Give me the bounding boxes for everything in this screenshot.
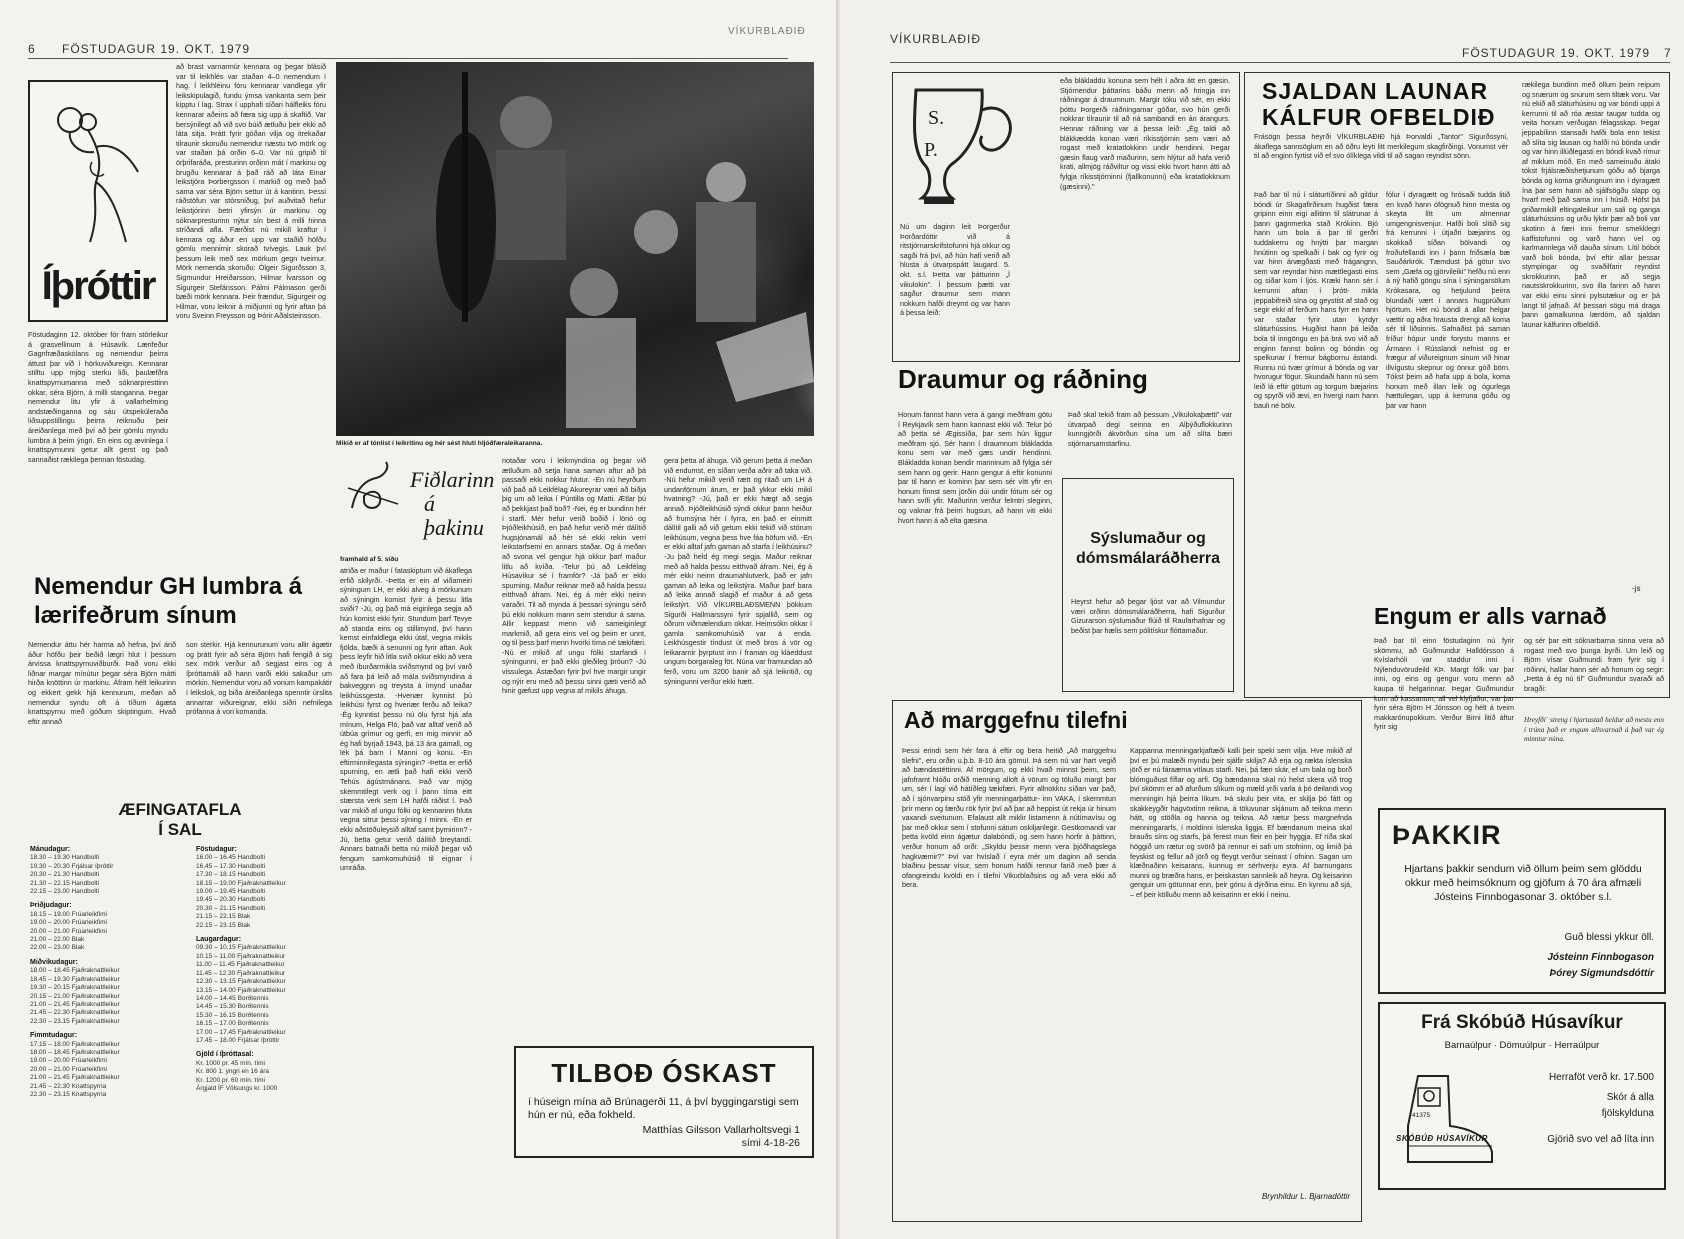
schedule-row: 21.15 – 22.15 Blak (196, 913, 251, 921)
skobud-title: Frá Skóbúð Húsavíkur (1421, 1012, 1623, 1033)
engum-headline: Engum er alls varnað (1374, 603, 1607, 629)
schedule-row: 18.15 – 19.00 Fjaðraknattleikur (196, 879, 286, 887)
draumur-col1-top: Nú um daginn leit Þorgerður Þorðardóttir við á ritstjórnarskrifstofunni hjá okkur og sagði frá því, að hún hafi verið að hlusta á útvarpspátt laugard. 5. okt. s.l. Þetta var þátturinn „Í vikulokin". Í þessum þætti var sagður draumur sem mann nokkurn hafði dreymt og var hann á þessa leið: (900, 222, 1010, 318)
schedule-row: 11.45 – 12.30 Fjaðraknattleikur (196, 969, 286, 977)
schedule-row: 18.15 – 19.00 Frúarleikfimi (30, 910, 107, 918)
schedule-row: 17.30 – 18.15 Handbolti (196, 871, 266, 879)
engum-column-1: Það bar til einn föstudaginn nú fyrir skömmu, að Guðmundur Halldórsson á Kvíslarhóli var staddur inni í Nýlenduvörudeild KÞ. Margt fólk var þar inni, og eins og gengur voru menn að kaupa til helgarinnar. Þegar Guðmundur kom að kassanum, all vel klyfjaður, var þar fyrir séra Björn H Jónsson og hélt á tveim makkarónupokkum. Verður Birni litið áftur fyrir sig (1374, 636, 1514, 732)
skobud-line1: Barnaúlpur · Dömuúlpur · Herraúlpur (1444, 1040, 1600, 1051)
schedule-row: 22.30 – 23.15 Knattspyrna (30, 1090, 107, 1098)
sports-headline: Nemendur GH lumbra á lærifeðrum sínum (34, 573, 303, 629)
fidla-title-line1: Fiðlarinn (410, 467, 495, 492)
schedule-row: 09.30 – 10.15 Fjaðraknattleikur (196, 944, 286, 952)
thakkir-signer-1: Jósteinn Finnbogason (1547, 952, 1654, 963)
schedule-title-line1: ÆFINGATAFLA (118, 800, 242, 819)
schedule-title-line2: Í SAL (158, 820, 202, 839)
sports-intro: Föstudaginn 12. október fór fram stórleikur á grasvellinum á Húsavík. Lærifeður Gagnfræðaskólans og nemendur þeirra áttust þar við í hörkuviðureign. Kennarar stilltu upp mjög sterku liði, þaulæfðra knattspyrnumanna með sóknarpresttinn okkar, séra Björn, á milli stanganna. Þegar nemendur litu yfir á vallarhelming andstæðinganna og sáu útspekúleraða liðsuppstillingu þeirra reiknuðu þeir áreiðanlega með því að þeir gömlu myndu lumbra á þeim ýngri. En eins og ævinlega í knattspyrnunni getur allt gerst og það sannaðist rækilega þennan föstudag. (28, 330, 168, 464)
sjaldan-column-3: rækilega bundinn með öllum þeim reipum og snærum og snurum sem tiltæk voru. Var nú ekið að sláturhúsinu og var bóndi uppi á kerrunni til að róa æstar taugar tudda og veita honum verðugan félagsskap. Þegar jeppabílinn stansaði hafði bola enn tekist að slíta sig lausan og hafði nú bónda undir og var hinn illúðlegasti en bóndi kvað rímur af miklum móð. En með sameinuðu átaki tókst frjálsræðishetjunum góðu að bjarga bónda og koma griðungnum inn í dyragætt ína þar sem hann að sjálfsögðu slapp og hvarf með það sama inn í húsið. Hófst þá griðarmikill eltingaleikur um sali og ganga sláturhússins og urðu lýktir þær að boli var skotinn á færi inni fremur smekklegri kaffistofunni og varð hann vel og karlmannlega við dauða sínum. Lítil bóbót varð boli bónda, því eftir allar þessar stympingar og svaðilfarir reyndist skrokkurinn, það er að segja nautsskrokkurinn, svo illa farinn að hann var ekki einu sinni pylsutækur og er þá langt til jafnað. Af þessari sögu má draga þann gamalkunna lærdóm, að sjaldan launar kálfurinn ofbeldið. (1522, 80, 1660, 329)
schedule-row: 19.30 – 20.15 Fjaðraknattleikur (30, 984, 120, 992)
draumur-col2-bottom: Það skal tekið fram að þessum „Vikulokaþætti" var útvarpað degi seinna en Alþýðuflokkurinn kunngjörði ákvörðun sína um að slíta bæri stjórnarsamstarfinu. (1068, 410, 1232, 448)
sjaldan-headline-line2: KÁLFUR OFBELDIÐ (1262, 104, 1496, 130)
schedule-row: 15.30 – 16.15 Borðtennis (196, 1011, 269, 1019)
skobud-ad (1378, 1002, 1666, 1190)
schedule-day-label: Laugardagur: (196, 936, 242, 944)
page-number-right: 7 (1664, 46, 1672, 60)
schedule-row: 21.00 – 21.45 Fjaðraknattleikur (30, 1074, 120, 1082)
schedule-row: 16.15 – 17.00 Borðtennis (196, 1020, 269, 1028)
skobud-line3: Skór á alla (1606, 1092, 1654, 1103)
sports-column-2: að brast varnarmúr kennara og þegar blásið var til leikhlés var staðan 4–0 nemendum í hag. Í leikhléinu fóru kennarar vandlega yfir leikskipulagið, fundu ýmsa vankanta sem þeir kipptu í lag. Strax í upphafi síðari hálfleiks fóru kennarar aðeins að færa sig upp á skaftið. Var bersýnilegt að við svo búið ætluðu þeir ekki að láta sitja. Þrátt fyrir góðan vilja og itrekaðar tilraunir skoruðu nemendur næstu tvö mörk og var staðan þá orðin 6–0. Var nú gripið til örþrifaráða, presturinn orðinn mát í markinu og brugðu kennarar á það ráð að láta Einar leikstjóra Þorbergsson í markið og með það sama var séra Björn settur út á kantinn. Þessi ráðstöfun var stórsniðug, því auðvitað hefur leikstjórinn betri yfirsýn úr markinu og sóknarpresturinn nýtur sín best á milli hinna stríðandi afla. Færðist nú mikill kraftur í kennara og áður en upp var staðið höfðu gömlu mennirnir skorað tvívegis. Lauk því þessum leik með sex mörkum gegn tveimur. Mörk nemenda skoruðu: Ólgeir Sigurðsson 3, Sigmundur Hreiðarsson, Hilmar Ívarsson og Sigurgeir Stefánsson. Pálmi Pálmason gerði bæði mörk kennara. Þeir frændur, Sigurgeir og Hilmar, voru leiknir á miðjunni og fyrir aftan þá voru Sveinn Freysson og Þórir Aðalsteinsson. (176, 62, 326, 321)
schedule-row: 21.00 – 22.00 Blak (30, 936, 85, 944)
margefnu-column-2: Kappanna menningarkjaftæði kalli þeir speki sem vilja. Hve mikið af því er þú malæði myndu þeir sjálfir skilja? Að erja og rækta íslenska jörð er nú fáraæma vitlaus starfi. Nei, þá færi skár, ef um bala og borð blómguðust fíflar og arfi. Og bændanna skal nú helst skera við trog því skömm er að afurðum slíkum og mæld yrði varla á þó deilandi vog menningin hjá þeirra líkum. Þá skulu þeir vita, er skilja þó fátt og skakkeygðir hagvöxtinn reikna, á töluvunar skjánum að teikna menn hátt, og stöðla og hanna og teikna. Að rætur þess margnefnda menningararfs, í moldinni íslenska liggja. Ef bændanum meina skal brauðs síns og starfs, þá ferest mun fleir en þeir hyggja. Ef ríða skal höggið um rætur og svörð þá rennur ei safi um stofninn, og limið þá feyskist og fellur að jörð og fleygt verður seinast í ofninn. Sagan um klæðnaðinn keisarans, kunnug er sérhverju eyra. Af barnungans munni og bræðra hans, er þeiskastan sannleik að heyra. Og keisarinn genguir um götunnar enn, þeir gónu á dýrðina einu. En kynnu að sjá, – ef þeir kölluðu menn að keisarinn er ekki í neinu. (1130, 746, 1352, 899)
sports-after-col2: son sterkir. Hjá kennurunum voru allir ágætir og þrátt fyrir að séra Björn hafi fengið á sig sex mörk verður að segjast eins og á íþróttamáli að hann varði ekki sakaður um mörkin. Nemendur voru að vonum kampakátir í leikslok, og biða áreiðanlega spenntir úrslita annarrar viðureignar, ekki síðri nefnilega prófanna á vori komanda. (186, 640, 332, 717)
photo-figures (336, 62, 814, 436)
schedule-row: 17.00 – 17.45 Fjaðraknattleikur (196, 1028, 286, 1036)
left-header-masthead: VÍKURBLAÐIÐ (728, 26, 806, 37)
schedule-row: 22.00 – 23.00 Blak (30, 944, 85, 952)
schedule-row: 19.00 – 20.00 Frúarleikfimi (30, 919, 107, 927)
schedule-row: 22.15 – 23.15 Blak (196, 921, 251, 929)
sjaldan-column-1: Það bar til nú í sláturtíðinni að gildur bóndi úr Skagafirðinum hugðist færa gripinn einn eigi allitinn til slátrunar á þann gagnmerka stað Krókinn. Bjó hann um bola á þar til gerðri tuddakerru og hnýtti þar margan hnútinn og spelkaði í bak og fyrir og var hinn ánægðasti með frágangnn, sem var reyndar hinn mættlegasti eins og siðar kom í ljós. Kræki hann sér í kerrunni aftan í þrótt- mikla jeppabifreið sína og geystist af stað og segir ekki af ferðum hans fyrr en hann var staðar fyrir utan kyrdyr sláturhússins. Hugðist hann þá leiða bola til inngöngu en þá brá svo við að enginn fannst bolinn og bóndin og spelkunar í fremur bágbornu ástandi. Runnu nú tvær grímur á bónda og var hvorugur fögur. Skundaði hann nú sem leið lá eftir götum og torgum bæjarins og spyrði við ævi, en hvergi nam hann bauli né bölv. (1254, 190, 1378, 411)
schedule-row: Kr. 1200 pr. 60 mín. tími (196, 1076, 266, 1084)
right-header-date: FÖSTUDAGUR 19. OKT. 1979 (1462, 46, 1651, 60)
schedule-day-label: Gjöld í íþróttasal: (196, 1051, 254, 1059)
schedule-day-label: Fimmtudagur: (30, 1032, 78, 1040)
skobud-line5: Gjörið svo vel að líta inn (1547, 1134, 1654, 1145)
schedule-day-label: Þriðjudagur: (30, 902, 72, 910)
engum-verse: Hreyfði´ streng í hjartastað heldur að mestu enn í trúna það er engum allsvarnað á það var ég minntur núna. (1524, 716, 1664, 744)
schedule-row: 20.00 – 21.00 Frúarleikfimi (30, 927, 107, 935)
schedule-row: 20.00 – 21.00 Frúarleikfimi (30, 1065, 107, 1073)
schedule-day-label: Mánudagur: (30, 846, 71, 853)
fidla-column-3: gera þetta af áhuga. Við gerum þetta á meðan við endumst, en síðan verða aðrir að taka við. -Nú hefur mikið verið rætt og ritað um LH á undanförnum árum, er það ykkur ekki mikil hvatning? -Jú, það er ekki hægt að segja annað. Þjóðleikhúsið sýndi okkur þann heiður að frumsýna hér í fyrra, en það er einmitt dálítil galli að við getum ekki tekið við stórum leikhúsum, vegna þess hve fáa höfum við. -En er ekki alltaf jafn gaman að starfa í leikhúsinu? -Ju það held ég megi segja. Maður reiknar með að halda þessu eitthvað áfram. Nei, ég á mér ekki neinn draumahlutverk, það er jafn gaman að leika og leikstýra. Maður þarf bara að leika annað slagið ef maður á að geta leikstýrt. Við VÍKURBLAÐSMENN þökkum Sigurði Hallmarssyni fyrir spjallið, sem og öðrum viðmælendum okkar. Heimsókn okkar í gamla samkomuhúsið var á enda. Leikhúsgestir tíndust út með bros á vör og leikararnir þyrptust inn í framan og kláeddust ungum borgaraleg föt. Núna var framundan að ferð, voru um 3200 banir að sjá leikritið, og sýningunni verður ekki hætt. (664, 456, 812, 686)
photo-caption: Mikið er af tónlist í leikritinu og hér sést hluti hljóðfæraleikaranna. (336, 440, 543, 447)
syslumadur-box (1062, 478, 1234, 692)
schedule-row: 19.30 – 20.30 Frjálsar íþróttir (30, 862, 114, 870)
schedule-row: 16.45 – 17.30 Handbolti (196, 862, 266, 870)
horn-with-sp-monogram-icon (902, 80, 1022, 220)
skobud-line4: fjölskylduna (1601, 1108, 1654, 1119)
tilbod-signature: Matthías Gilsson Vallarholtsvegi 1 (642, 1124, 800, 1136)
right-header-masthead: VÍKURBLAÐIÐ (890, 32, 982, 46)
margefnu-headline: Að marggefnu tilefni (904, 707, 1128, 733)
schedule-row: 21.45 – 22.30 Knattspyrna (30, 1082, 107, 1090)
theatre-musicians-photo (336, 62, 814, 436)
fidla-column-2: notaðar voru í leikmyndina og þegar við ætluðum að setja hana saman aftur að þá passaði ekki nokkur hlutur. -En nú heyrðum við það að Leikfélag Akureyrar væri að biðja þig um að leika í Púntilla og Matti. Ætlar þú að þekkjast það boð? -Nei, ég er bundinn hér í starfi. Mér hefur verið boðið í lönó og Þjóðleikhúsið, en það hefur verið mér dálítið hugsjónamál að hér sé ekki rekin verri leikstarfsemi en annars staðar. Og á meðan að svona vel gengur hjá okkur þarf maður litlu að kvíða. -Telur þú að Leikfélag Húsavíkur sé í framför? -Já það er ekki spurning. Maður reiknar með að halda þessu eitthvað áfram. Nei, ég á mér ekki neinn varaðri. Til að mynda á þessari sýningu sérð þú ekki nokkurn mann sem stendur á sama. Allir keppast menn við sameiginlegt markmið, að gera eins vel og þeim er unnt, og til þess þarf menn hvorki tíma né tækifæri. -Nú er mikið af ungu fólki starfandi í sýningunni, er það ekki gleðileg þróun? -Jú vissulega. Ástæðan fyrir því hve margir ungir og nýir eru með að þessu sinni gæti verið að hinir gæfust upp vegna af mikils áhuga. (502, 456, 646, 696)
schedule-row: 18.45 – 19.30 Fjaðraknattleikur (30, 975, 120, 983)
fidla-title-line2: á þakinu (424, 491, 484, 540)
schedule-row: 18.00 – 18.45 Fjaðraknattleikur (30, 1048, 120, 1056)
schedule-row: 17.15 – 18.00 Fjaðraknattleikur (30, 1040, 120, 1048)
schedule-column-a (30, 846, 180, 1099)
schedule-row: 21.00 – 21.45 Fjaðraknattleikur (30, 1000, 120, 1008)
schedule-column-b (196, 846, 346, 1093)
sjaldan-column-2: fólur í dyragætt og hrósaði tudda litið en kvað hann ófögnuð hinn mesta og skeyta lítt um almennar umgengnisvenjur. Hafði boli slitið sig frá kerrunni í útjaðri bæjarins og skokkað síðan bölvandi og froðufellandi inn í þann friðsæla bæ Sauðárkrók. Tæmdust þá götur svo sem „Gæfa og gjörvileiki" hefðu nú enn á ný hafið göngu sína í sýningarsölum Krókasara, og hetjulund þeirra blundaði vært í annars hugprúðum hjörtum. Hét nú bóndi á allar helgar vættir og aðra hrausta drengi að koma sér til liðsinnis. Safnaðist þá saman fríður hópur undir forystu manns er Ármann í Rússlandi nefnist og er frægur af viðureignum sinum við hinar illvígustu skepnur og önnur góð börn. Tókst þeim að hafa upp á bola, koma honum með illan leik og ógurlega hættulegan, upp á kerruna góðu og þar var hann (1386, 190, 1510, 411)
schedule-day-label: Miðvikudagur: (30, 958, 78, 966)
schedule-row: 20.30 – 21.30 Handbolti (30, 871, 100, 879)
sjaldan-headline (1262, 78, 1502, 130)
tilbod-title: TILBOÐ ÓSKAST (551, 1058, 777, 1088)
page-number-left: 6 (28, 42, 36, 56)
draumur-headline: Draumur og ráðning (898, 364, 1148, 394)
schedule-row: 13.15 – 14.00 Fjaðraknattleikur (196, 986, 286, 994)
thakkir-signer-2: Þórey Sigmundsdóttir (1549, 968, 1654, 979)
right-page (842, 0, 1684, 1239)
schedule-row: 12.30 – 13.15 Fjaðraknattleikur (196, 978, 286, 986)
schedule-row: 16.00 – 16.45 Handbolti (196, 854, 266, 862)
sjaldan-headline-line1: SJALDAN LAUNAR (1262, 78, 1489, 104)
thakkir-body: Hjartans þakkir sendum við öllum þeim sem glöddu okkur með heimsóknum og gjöfum á 70 ára afmæli Jósteins Finnbogasonar 3. október s.l. (1404, 863, 1642, 903)
discus-thrower-icon (48, 92, 148, 252)
schedule-row: 10.15 – 11.00 Fjaðraknattleikur (196, 952, 286, 960)
syslumadur-headline: Sýslumaður og dómsmálaráðherra (1075, 530, 1221, 567)
thakkir-title: ÞAKKIR (1392, 820, 1502, 850)
fiddler-icon (342, 458, 404, 516)
draumur-col2-top: eða blákladdu konuna sem hélt í aðra átt en gæsin. Stjórnendur þáttarins báðu menn að hringja inn ráðningar á draumnum. Margir tóku við sér, en ekki þóttu Þorgerði ráðningarnar góðar, svo hún gerði nokkrar tilraunir til að ná sambandi en án árangurs. Hennar ráðning var á þessa leið: „Ég taldi að blákkædda konan væri ríkisstjórnin sem væri að rogast með kratatlokkinn undir hendinni. Þegar gæsin flaug varð maðurinn, sem hlýtur að hafa verið krati, allmjög ráðviltur og vissi ekki hvort hann átti að fylgja ríkisstjórninni (fjallkonunni) eða kratatlokknum (gæsinni)." (1060, 76, 1230, 191)
skobud-logo-phone: 41375 (1412, 1112, 1431, 1119)
schedule-row: 19.00 – 20.00 Frúarleikfimi (30, 1057, 107, 1065)
schedule-row: 18.30 – 19.30 Handbolti (30, 854, 100, 862)
margefnu-column-1: Þessi erindi sem hér fara á eftir og bera heitið „Að marggefnu tilefni", eru orðin u.þ.b. 8-10 ára gömul. Þá sem nú var hart vegið að bændastéttinni. Af mörgum, og ekki hvað minnst þeim, sem jafnframt hlóðu orðið menning alloft á vörum og töluðu margt þar um, sér í lagi við hátíðleg tækifæri. Fyrir allnokkru síðan var það, að í sjónvarpinu stóð yfir menningarþáttur- inn VAKA, í skemmtun þrír menn og færðu rök fyrir því að þar að heppist út rekja úr hinum vaxandi sveitunum. Efalaust allt miklir listamenn á nútímavísu og þar með okkur sem í stofunni sátum oskiljanlegir. Gestkomandi var þetta kvöld einn ágætur dalabóndi, og sem hann horfir á þáttinn, verður honum að orði: „Skyldu þessir menn vera þjóðhagslega hagkvæmir?" Því var hvíslað í eyra mér um daginn að senda blaðinu þessar vísur, sem honum hafði rennur farið með þær á ofangreindu kvöldi en í tilefni Vikurblaðsins og að vera ekki að bera. (902, 746, 1116, 890)
thakkir-box (1378, 808, 1666, 994)
draumur-col1-bottom: Honum fannst hann vera á gangi meðfram götu í Reykjavík sem hann kannast ekki við. Telur þó að þetta sé Ægissíða, þar sem hún liggur meðfram sjó. Sér hann í draumnum blákladda konu sem var með gæs undir hendinni. Blákladda konan bendir manninum að fylgja sér sem hann og gerir. Hann gengur á eftir konunni þar til hann er kominn þar sem sér vítt yfir en honum finnst sem jörðin dúi undir fótum sér og hann svífi yfir. Maðurinn verður felmtri sleginn, og vaknar frá þeirri hugsun, að hann viti ekki hvort hann á að elta gæsina (898, 410, 1052, 525)
tilbod-body: í húseign mína að Brúnagerði 11, á því byggingarstigi sem hún er nú, eða fokheld. (528, 1096, 799, 1121)
schedule-row: 19.00 – 19.45 Handbolti (196, 888, 266, 896)
tilbod-phone: sími 4-18-26 (741, 1137, 800, 1149)
schedule-row: 14.45 – 15.30 Borðtennis (196, 1003, 269, 1011)
schedule-row: 20.30 – 21.15 Handbolti (196, 904, 266, 912)
sports-section-box (28, 80, 168, 322)
schedule-row: 19.45 – 20.30 Handbolti (196, 896, 266, 904)
schedule-row: Kr. 800 1. yngri en 16 ára (196, 1068, 269, 1076)
sjaldan-signature: -js (1632, 584, 1641, 593)
schedule-row: 21.45 – 22.30 Fjaðraknattleikur (30, 1009, 120, 1017)
schedule-row: 21.30 – 22.15 Handbolti (30, 879, 100, 887)
schedule-row: 20.15 – 21.00 Fjaðraknattleikur (30, 992, 120, 1000)
sports-heading: Íþróttir (41, 264, 155, 308)
thakkir-closing: Guð blessi ykkur öll. (1564, 932, 1654, 943)
left-header-date: FÖSTUDAGUR 19. OKT. 1979 (62, 42, 251, 56)
schedule-row: 18.00 – 18.45 Fjaðraknattleikur (30, 967, 120, 975)
syslumadur-body: Heyrst hefur að þegar ljóst var að Vilmundur væri orðinn dómsmálaráðherra, hafi Sigurður Gizurarson sýslumaður flúið til Raufarhafnar og beðist þar hælis sem pólitískur flóttamaður. (1071, 597, 1225, 635)
schedule-row: 17.45 – 18.00 Frjálsar íþróttir (196, 1036, 280, 1044)
sports-after-col1: Nemendur áttu hér harma að hefna, því árið áður höfðu þeir beðið lægri hlut í þessum árvissa knattspyrnuviðburði. Það voru ekki liðnar margar mínútur þegar séra Björn mátti hirða knöttinn úr markinu. Áfram hélt leikurinn og ekkert gekk hjá kennurum, meðan að nemendur syndu oft á tíðum ágæta knattspyrnu með góðum skiptingum. Hvað eftir annað (28, 640, 176, 726)
schedule-row: Kr. 1000 pr. 45 mín. tími (196, 1059, 266, 1067)
skobud-price-line: Herraföt verð kr. 17.500 (1548, 1072, 1654, 1083)
fidla-title (410, 468, 500, 540)
tilbod-ad (514, 1046, 814, 1158)
svg-text:S.: S. (928, 107, 945, 129)
schedule-title (28, 800, 332, 840)
skobud-logo-text: SKÓBÚÐ HÚSAVÍKUR (1396, 1134, 1488, 1143)
fidla-column-1: atriða er maður í fataskiptum við ákaflega erfið skilyrði. -Þetta er ein af viðameiri sýningum LH, er ekki alveg á mörkunum að sýningin komist fyrir á þessu litla sviði? -Jú, og það má eiginlega segja að hún komist ekki fyrir. Stundum þarf Tevye að standa eins og stillimynd, því hann kemst einfaldlega ekki útaf, vegna mikils fjölda, bæði á senunni og fyrir aftan. Auk þess leyfir hið litla svið okkur ekki að vera með íburðarmikla sviðsmynd og því varð að fara þá leið að mála sviðsmyndina á bakveggnn og treysta á ímynd unaðar leikhússgesta. -Hvenær kynnist þú leikhúsi fyrst og hvenær ferðu að leika? -Ég kynntist þessu nú ölu fyrst hjá afa mínum, Helga Fló, það var alltaf verið að útbúa grímur og gerfi, en mig minnir að ég hafi byrjað 1943, þá 13 ára gamall, og lék þá barn í Manni og konu. -En eftirminnilegasta sýningin? -Þetta er erfið spurning, en ætli það hafi ekki verið Tehús ágústmánans. Það var mjög skemmtilegt verk og í þann tíma eitt stærsta verk sem LH hafði ráðist í. Það var mikið af ungu fólki og kennarinn hluta vegna sitrur þessi sýning í minni. -En er ekki aðstöðuleysið alltaf samt þyrnirinn? -Jú, betta getur verið dálítið breytandi. Annars batnaði betta nú mikið þegar við fengum samkomuhúsið til eignar í umráða. (340, 566, 472, 873)
schedule-day-label: Föstudagur: (196, 846, 237, 853)
schedule-row: 11.00 – 11.45 Fjaðraknattleikur (196, 961, 285, 969)
schedule-row: 22.15 – 23.00 Handbolti (30, 888, 100, 896)
schedule-row: Árgjald ÍF Völsungs kr. 1000 (196, 1084, 278, 1092)
schedule-row: 22.30 – 23.15 Fjaðraknattleikur (30, 1017, 120, 1025)
schedule-row: 14.00 – 14.45 Borðtennis (196, 994, 269, 1002)
boot-logo-icon (1388, 1066, 1498, 1176)
fidla-continued: framhald af 5. síðu (340, 556, 399, 563)
margefnu-signature: Brynhildur L. Bjarnadóttir (1261, 1192, 1350, 1201)
svg-text:P.: P. (924, 139, 938, 161)
sjaldan-lead: Frásögn þessa heyrði VÍKURBLAÐIÐ hjá Þorvaldi „Tantor" Sigurðssyni, ákaflega sannsöglum en að öðru leyti litt merkilegum skagfirðingi. Vonumst vér til að enginn fyrtist við ef svo ólíklega vildi til að sagan reyndist sönn. (1254, 132, 1508, 161)
engum-column-2: og sér þar eitt sóknarbarna sinna vera að rogast með svo þunga byrði. Um leið og Björn vísar Guðmundi fram fyrir sig í röðinni, hallar hann sér að honum og segir: „Þetta á ég nú til" Guðmundur svaraði að bragði: (1524, 636, 1664, 693)
